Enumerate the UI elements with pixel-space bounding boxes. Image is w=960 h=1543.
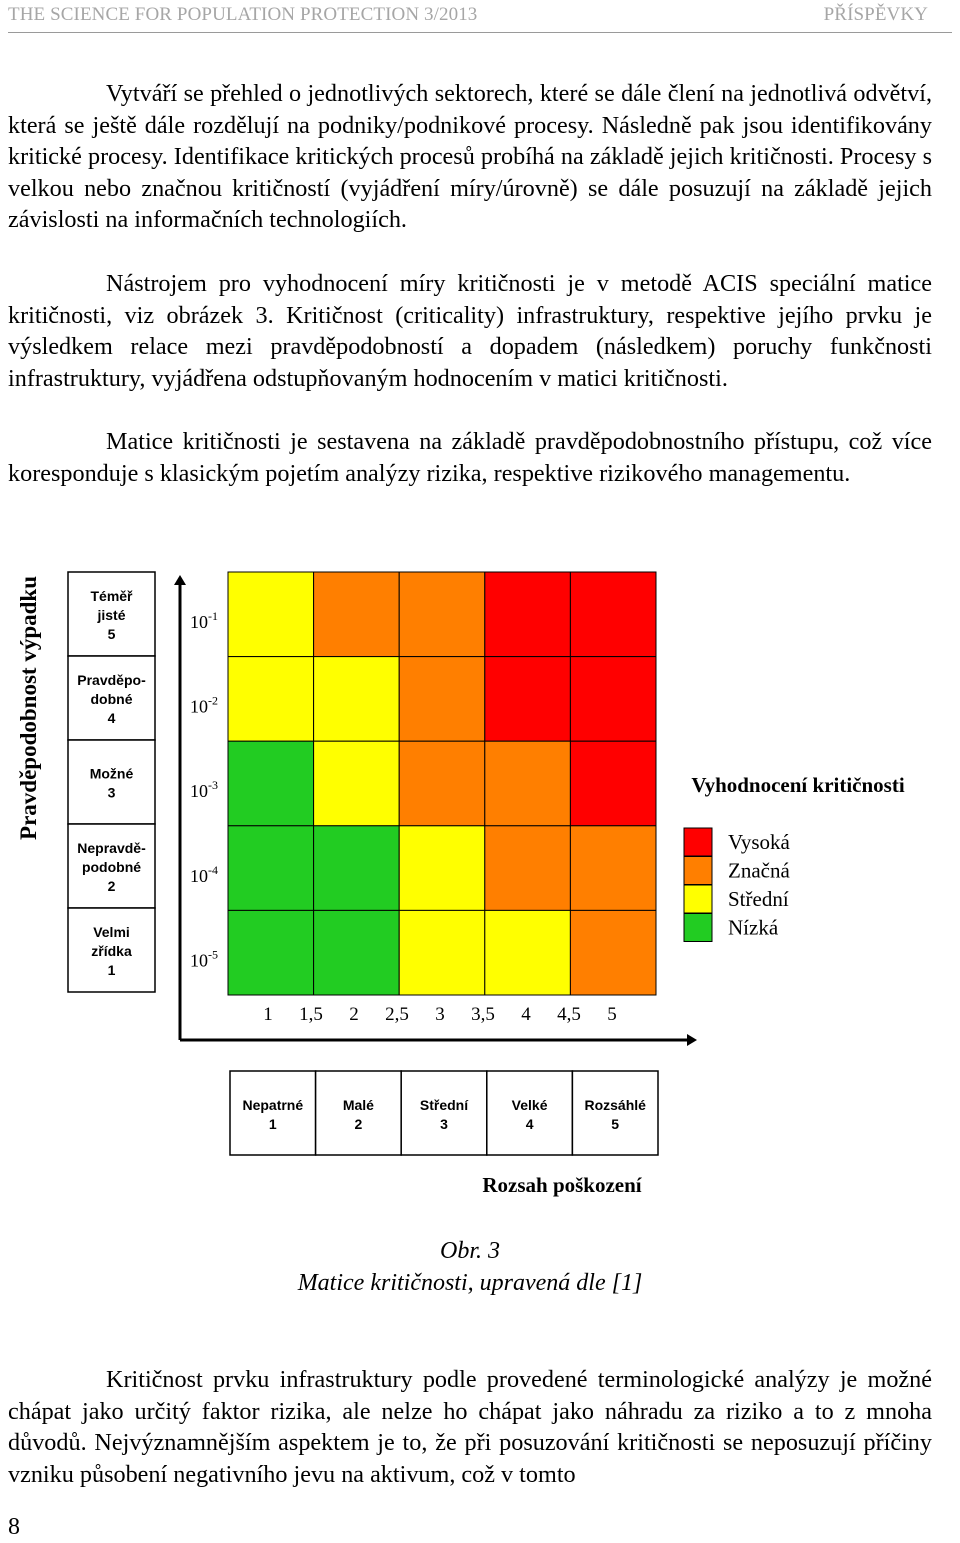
matrix-cell: [485, 657, 571, 742]
matrix-cell: [570, 572, 656, 657]
probability-tick: $10^{-5}$: [190, 947, 218, 971]
damage-tick: 2: [349, 1004, 359, 1025]
legend-item-medium: [684, 885, 789, 913]
matrix-cell: [228, 657, 314, 742]
legend-label: Značná: [728, 858, 790, 883]
paragraph-1: Vytváří se přehled o jednotlivých sektorech, které se dále člení na jednotlivá odvětví, která se ještě dále rozdělují na podniky/podnikové procesy. Následně pak jsou identifikovány kritické procesy. Identifikace kritických procesů probíhá na základě jejich kritičnosti. Procesy s velkou nebo značnou kritičností (vyjádření míry/úrovně) se dále posuzují na základě jejich závislosti na informačních technologiích.: [8, 80, 932, 233]
probability-level-label: zřídka: [91, 943, 132, 959]
section-label: PŘÍSPĚVKY: [823, 4, 928, 25]
damage-tick: 4: [521, 1004, 531, 1025]
matrix-cell: [399, 741, 485, 826]
probability-level-label: Nepravdě-: [77, 840, 146, 856]
damage-level-box: [487, 1071, 573, 1155]
matrix-grid: [228, 572, 656, 995]
probability-level-label: podobné: [81, 859, 142, 875]
legend-swatch: [684, 885, 712, 913]
probability-level-label: Možné: [89, 765, 134, 782]
damage-tick: 3,5: [471, 1004, 495, 1025]
probability-ticks: [190, 609, 218, 970]
damage-tick: 2,5: [385, 1004, 409, 1025]
probability-level-label: 2: [107, 878, 116, 894]
damage-level-1: [230, 1071, 316, 1155]
damage-level-label: Nepatrné: [242, 1097, 304, 1113]
matrix-cell: [570, 910, 656, 995]
probability-level-4: [68, 656, 155, 740]
matrix-cell: [314, 910, 400, 995]
probability-tick: $10^{-3}$: [190, 778, 218, 802]
matrix-cell: [399, 910, 485, 995]
matrix-cell: [399, 572, 485, 657]
damage-level-box: [230, 1071, 316, 1155]
probability-level-2: [68, 824, 155, 908]
matrix-cell: [485, 572, 571, 657]
probability-level-label: Téměř: [90, 588, 133, 604]
matrix-cell: [314, 826, 400, 911]
probability-tick: $10^{-4}$: [190, 862, 218, 886]
legend-item-veryhigh: [684, 828, 791, 856]
damage-level-label: Rozsáhlé: [584, 1097, 646, 1113]
matrix-cell: [570, 741, 656, 826]
damage-tick: 1,5: [299, 1004, 323, 1025]
probability-level-label: 3: [107, 784, 116, 801]
legend-swatch: [684, 857, 712, 885]
legend-label: Nízká: [728, 915, 779, 940]
probability-level-3: [68, 740, 155, 824]
damage-level-label: Malé: [342, 1097, 374, 1113]
matrix-cell: [570, 826, 656, 911]
paragraph-4: Kritičnost prvku infrastruktury podle provedené terminologické analýzy je možné chápat jako určitý faktor rizika, ale nelze ho chápat jako náhradu za riziko a to z mnoha důvodů. Nejvýznamnějším aspektem je to, že při posuzování kritičnosti se neposuzují příčiny vzniku působení negativního jevu na aktivum, což v tomto: [8, 1366, 932, 1488]
damage-level-2: [316, 1071, 402, 1155]
legend-item-high: [684, 857, 790, 885]
matrix-cell: [399, 657, 485, 742]
legend-label: Střední: [728, 887, 789, 911]
damage-level-number: 5: [611, 1116, 620, 1132]
damage-tick: 3: [435, 1004, 445, 1025]
damage-tick: 4,5: [557, 1004, 581, 1025]
matrix-cell: [485, 910, 571, 995]
probability-level-label: 4: [107, 710, 116, 726]
page-number: 8: [8, 1514, 20, 1540]
damage-level-4: [487, 1071, 573, 1155]
damage-level-3: [401, 1071, 487, 1155]
probability-level-label: 5: [107, 626, 116, 642]
damage-ticks: [263, 1004, 617, 1025]
matrix-cell: [314, 741, 400, 826]
matrix-cell: [228, 826, 314, 911]
probability-tick: $10^{-2}$: [190, 693, 218, 717]
damage-level-number: 2: [354, 1116, 363, 1132]
matrix-cell: [485, 741, 571, 826]
matrix-cell: [314, 657, 400, 742]
damage-tick: 1: [263, 1004, 273, 1025]
paragraph-2: Nástrojem pro vyhodnocení míry kritičnosti je v metodě ACIS speciální matice kritičnosti, viz obrázek 3. Kritičnost (criticality) infrastruktury, respektive jejího prvku je výsledkem relace mezi pravděpodobností a dopadem (následkem) poruchy funkčnosti infrastruktury, vyjádřena odstupňovaným hodnocením v matici kritičnosti.: [8, 270, 932, 392]
legend: [684, 828, 791, 942]
damage-tick: 5: [607, 1004, 617, 1025]
probability-level-label: Velmi: [93, 924, 130, 940]
paragraph-3: Matice kritičnosti je sestavena na základě pravděpodobnostního přístupu, což více koresponduje s klasickým pojetím analýzy rizika, respektive rizikového managementu.: [8, 428, 932, 487]
matrix-cell: [570, 657, 656, 742]
matrix-cell: [228, 910, 314, 995]
matrix-cell: [314, 572, 400, 657]
damage-level-box: [572, 1071, 658, 1155]
damage-level-label: Velké: [511, 1097, 548, 1113]
probability-level-box: [68, 740, 155, 824]
probability-tick: $10^{-1}$: [190, 609, 218, 632]
matrix-cell: [228, 572, 314, 657]
probability-level-1: [68, 908, 155, 992]
matrix-cell: [399, 826, 485, 911]
damage-levels: [230, 1071, 658, 1155]
legend-swatch: [684, 914, 712, 942]
damage-level-box: [316, 1071, 402, 1155]
damage-level-label: Střední: [419, 1097, 469, 1113]
probability-level-label: jisté: [97, 607, 126, 623]
figure-number: Obr. 3: [439, 1238, 500, 1264]
damage-level-number: 3: [440, 1116, 448, 1132]
damage-level-number: 1: [268, 1116, 277, 1132]
legend-item-low: [684, 914, 779, 942]
probability-level-label: dobné: [90, 691, 133, 707]
probability-level-5: [68, 572, 155, 656]
y-axis-title: Pravděpodobnost výpadku: [16, 576, 41, 840]
probability-levels: [68, 572, 155, 992]
probability-level-label: 1: [107, 962, 116, 978]
matrix-cell: [228, 741, 314, 826]
legend-swatch: [684, 828, 712, 856]
legend-title: Vyhodnocení kritičnosti: [691, 773, 905, 797]
journal-title: THE SCIENCE FOR POPULATION PROTECTION 3/2013: [8, 4, 478, 25]
matrix-cell: [485, 826, 571, 911]
damage-level-number: 4: [525, 1116, 534, 1132]
figure-caption: Matice kritičnosti, upravená dle [1]: [297, 1270, 643, 1296]
damage-level-box: [401, 1071, 487, 1155]
x-axis-title: Rozsah poškození: [482, 1173, 642, 1197]
damage-level-5: [572, 1071, 658, 1155]
legend-label: Vysoká: [728, 830, 790, 854]
probability-level-label: Pravděpo-: [77, 672, 146, 688]
